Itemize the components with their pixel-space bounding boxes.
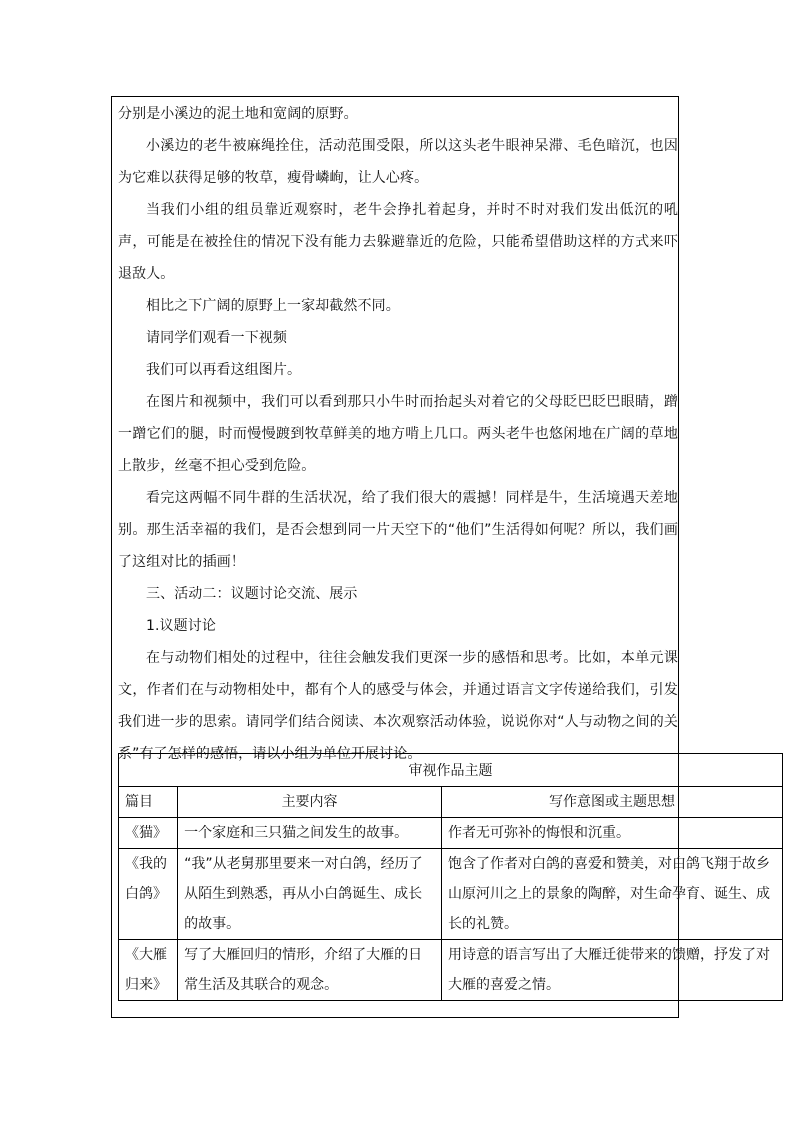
table-row bbox=[119, 818, 783, 849]
paragraph: 看完这两幅不同牛群的生活状况，给了我们很大的震撼！同样是牛，生活境遇天差地别。那生活幸福的我们，是否会想到同一片天空下的“他们”生活得如何呢？所以，我们画了这组对比的插画！ bbox=[118, 490, 678, 570]
cell-title: 《猫》 bbox=[119, 818, 178, 849]
paragraph: 相比之下广阔的原野上一家却截然不同。 bbox=[146, 298, 400, 314]
section-heading: 三、活动二：议题讨论交流、展示 bbox=[146, 586, 358, 602]
column-header-title: 篇目 bbox=[119, 787, 178, 818]
cell-title: 《大雁归来》 bbox=[119, 940, 178, 1001]
cell-content: 一个家庭和三只猫之间发生的故事。 bbox=[178, 818, 442, 849]
paragraph: 当我们小组的组员靠近观察时，老牛会挣扎着起身，并时不时对我们发出低沉的吼声，可能是在被拴住的情况下没有能力去躲避靠近的危险，只能希望借助这样的方式来吓退敌人。 bbox=[118, 202, 678, 282]
column-header-theme: 写作意图或主题思想 bbox=[441, 787, 782, 818]
cell-content: 写了大雁回归的情形，介绍了大雁的日常生活及其联合的观念。 bbox=[178, 940, 442, 1001]
table-header-row bbox=[119, 787, 783, 818]
cell-content: “我”从老舅那里要来一对白鸽，经历了从陌生到熟悉，再从小白鸽诞生、成长的故事。 bbox=[178, 849, 442, 940]
lesson-text bbox=[118, 98, 678, 770]
table-title: 审视作品主题 bbox=[119, 754, 783, 787]
table-row bbox=[119, 940, 783, 1001]
table-row bbox=[119, 849, 783, 940]
cell-theme: 作者无可弥补的悔恨和沉重。 bbox=[441, 818, 782, 849]
cell-theme: 饱含了作者对白鸽的喜爱和赞美，对白鸽飞翔于故乡山原河川之上的景象的陶醉，对生命孕育、诞生、成长的礼赞。 bbox=[441, 849, 782, 940]
cell-theme: 用诗意的语言写出了大雁迁徙带来的馈赠，抒发了对大雁的喜爱之情。 bbox=[441, 940, 782, 1001]
paragraph: 小溪边的老牛被麻绳拴住，活动范围受限，所以这头老牛眼神呆滞、毛色暗沉，也因为它难以获得足够的牧草，瘦骨嶙峋，让人心疼。 bbox=[118, 138, 678, 186]
cell-title: 《我的白鸽》 bbox=[119, 849, 178, 940]
column-header-content: 主要内容 bbox=[178, 787, 442, 818]
paragraph: 在与动物们相处的过程中，往往会触发我们更深一步的感悟和思考。比如，本单元课文，作者们在与动物相处中，都有个人的感受与体会，并通过语言文字传递给我们，引发我们进一步的思索。请同学们结合阅读、本次观察活动体验，说说你对“人与动物之间的关系”有了怎样的感悟，请以小组为单位开展讨论。 bbox=[118, 650, 678, 762]
theme-table bbox=[118, 753, 783, 1001]
paragraph: 请同学们观看一下视频 bbox=[146, 330, 287, 346]
subsection-heading: 1.议题讨论 bbox=[146, 618, 216, 634]
paragraph: 我们可以再看这组图片。 bbox=[146, 362, 302, 378]
paragraph: 在图片和视频中，我们可以看到那只小牛时而抬起头对着它的父母眨巴眨巴眼睛，蹭一蹭它们的腿，时而慢慢踱到牧草鲜美的地方啃上几口。两头老牛也悠闲地在广阔的草地上散步，丝毫不担心受到危险。 bbox=[118, 394, 678, 474]
paragraph: 分别是小溪边的泥土地和宽阔的原野。 bbox=[118, 106, 358, 122]
